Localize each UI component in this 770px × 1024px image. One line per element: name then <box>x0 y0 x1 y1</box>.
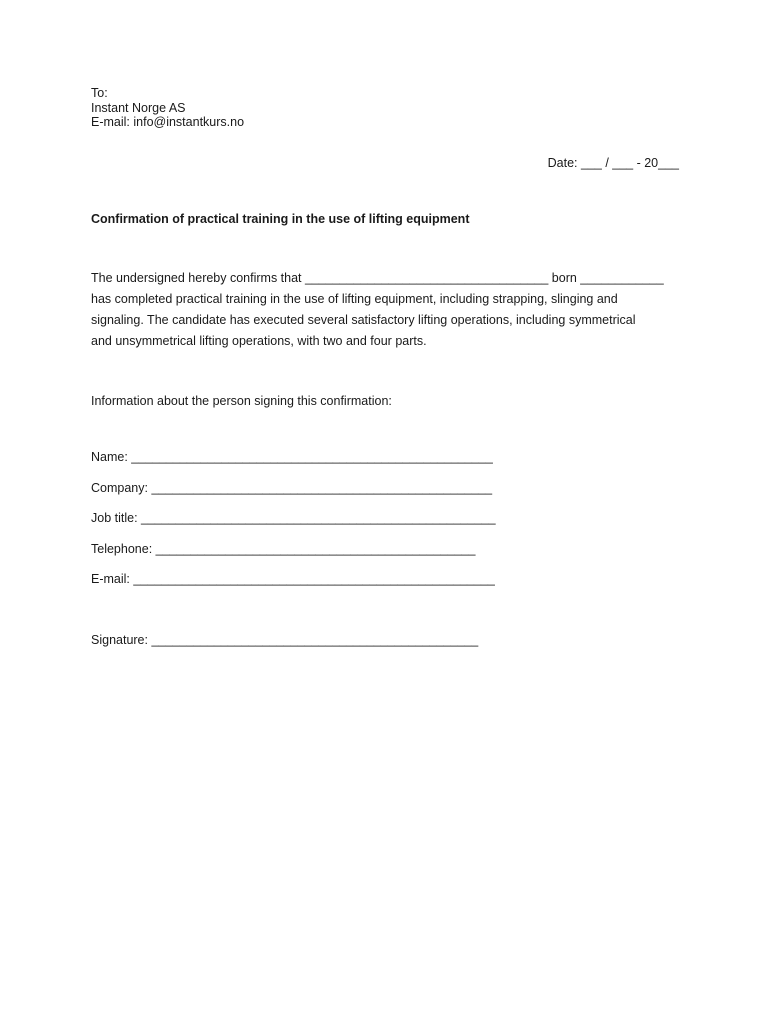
job-title-field: Job title: ___________________________________________________ <box>91 511 496 525</box>
paragraph-line-3: signaling. The candidate has executed several satisfactory lifting operations, including symmetrical <box>91 313 636 327</box>
confirmation-paragraph <box>91 268 691 352</box>
company-field: Company: _________________________________________________ <box>91 481 493 495</box>
recipient-email: E-mail: info@instantkurs.no <box>91 115 245 129</box>
signature-field: Signature: _______________________________________________ <box>91 633 479 647</box>
date-line: Date: ___ / ___ - 20___ <box>547 156 679 170</box>
name-field: Name: ____________________________________________________ <box>91 450 493 464</box>
telephone-field: Telephone: ______________________________________________ <box>91 542 476 556</box>
document-title: Confirmation of practical training in the use of lifting equipment <box>91 212 470 226</box>
paragraph-line-4: and unsymmetrical lifting operations, with two and four parts. <box>91 334 427 348</box>
recipient-address <box>91 86 244 130</box>
recipient-to-label: To: <box>91 86 108 100</box>
paragraph-line-2: has completed practical training in the use of lifting equipment, including strapping, slinging and <box>91 292 618 306</box>
paragraph-line-1: The undersigned hereby confirms that ___________________________________ born ____________ <box>91 271 664 285</box>
recipient-company: Instant Norge AS <box>91 100 186 115</box>
signer-info-heading: Information about the person signing this confirmation: <box>91 394 392 408</box>
email-field: E-mail: ____________________________________________________ <box>91 572 495 586</box>
